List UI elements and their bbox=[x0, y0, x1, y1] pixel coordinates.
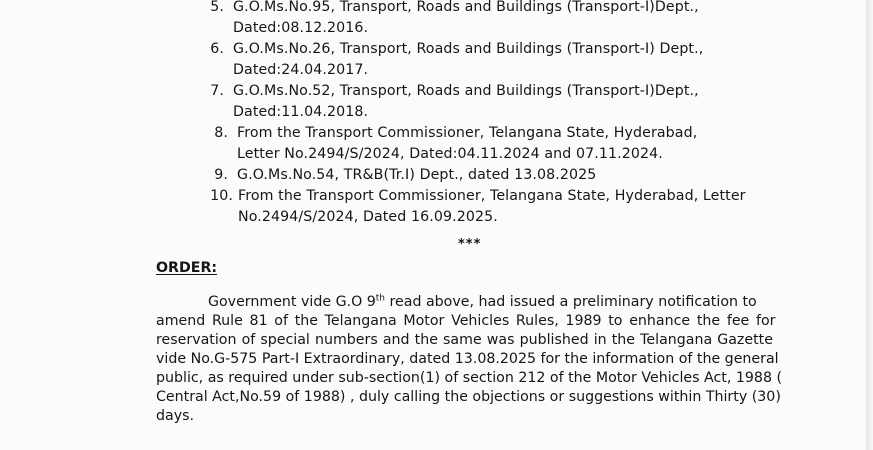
paragraph-line: days. bbox=[156, 408, 194, 424]
paragraph-text: Government vide G.O 9 bbox=[208, 294, 376, 310]
reference-line: No.2494/S/2024, Dated 16.09.2025. bbox=[238, 209, 498, 225]
reference-number: 9. bbox=[214, 167, 228, 183]
reference-line: From the Transport Commissioner, Telangana State, Hyderabad, bbox=[237, 125, 698, 141]
paragraph-line: reservation of special numbers and the same was published in the Telangana Gazette bbox=[156, 332, 773, 348]
paragraph-text: read above, had issued a preliminary notification to bbox=[385, 294, 757, 310]
reference-line: From the Transport Commissioner, Telangana State, Hyderabad, Letter bbox=[238, 188, 746, 204]
reference-number: 8. bbox=[214, 125, 228, 141]
ordinal-suffix: th bbox=[375, 293, 386, 304]
reference-number: 5. bbox=[210, 0, 224, 15]
reference-line: Dated:08.12.2016. bbox=[233, 20, 369, 36]
paragraph-line: public, as required under sub-section(1) of section 212 of the Motor Vehicles Act, 1988 ( bbox=[156, 370, 783, 386]
paragraph-line: Central Act,No.59 of 1988) , duly calling the objections or suggestions within Thirty (30) bbox=[156, 389, 781, 405]
order-heading: ORDER: bbox=[156, 260, 218, 276]
reference-line: Dated:11.04.2018. bbox=[233, 104, 369, 120]
reference-line: G.O.Ms.No.54, TR&B(Tr.I) Dept., dated 13.08.2025 bbox=[237, 167, 597, 183]
reference-line: Letter No.2494/S/2024, Dated:04.11.2024 and 07.11.2024. bbox=[237, 146, 663, 162]
paragraph-line bbox=[208, 293, 757, 311]
reference-line: Dated:24.04.2017. bbox=[233, 62, 369, 78]
reference-line: G.O.Ms.No.26, Transport, Roads and Buildings (Transport-I) Dept., bbox=[233, 41, 704, 57]
reference-line: G.O.Ms.No.95, Transport, Roads and Buildings (Transport-I)Dept., bbox=[233, 0, 699, 15]
section-separator: *** bbox=[458, 237, 482, 252]
paragraph-line: amend Rule 81 of the Telangana Motor Vehicles Rules, 1989 to enhance the fee for bbox=[156, 313, 776, 329]
reference-number: 10. bbox=[210, 188, 233, 204]
reference-line: G.O.Ms.No.52, Transport, Roads and Buildings (Transport-I)Dept., bbox=[233, 83, 699, 99]
reference-number: 7. bbox=[210, 83, 224, 99]
page-edge-shadow bbox=[866, 0, 873, 450]
reference-number: 6. bbox=[210, 41, 224, 57]
paragraph-line: vide No.G-575 Part-I Extraordinary, dated 13.08.2025 for the information of the general bbox=[156, 351, 779, 367]
